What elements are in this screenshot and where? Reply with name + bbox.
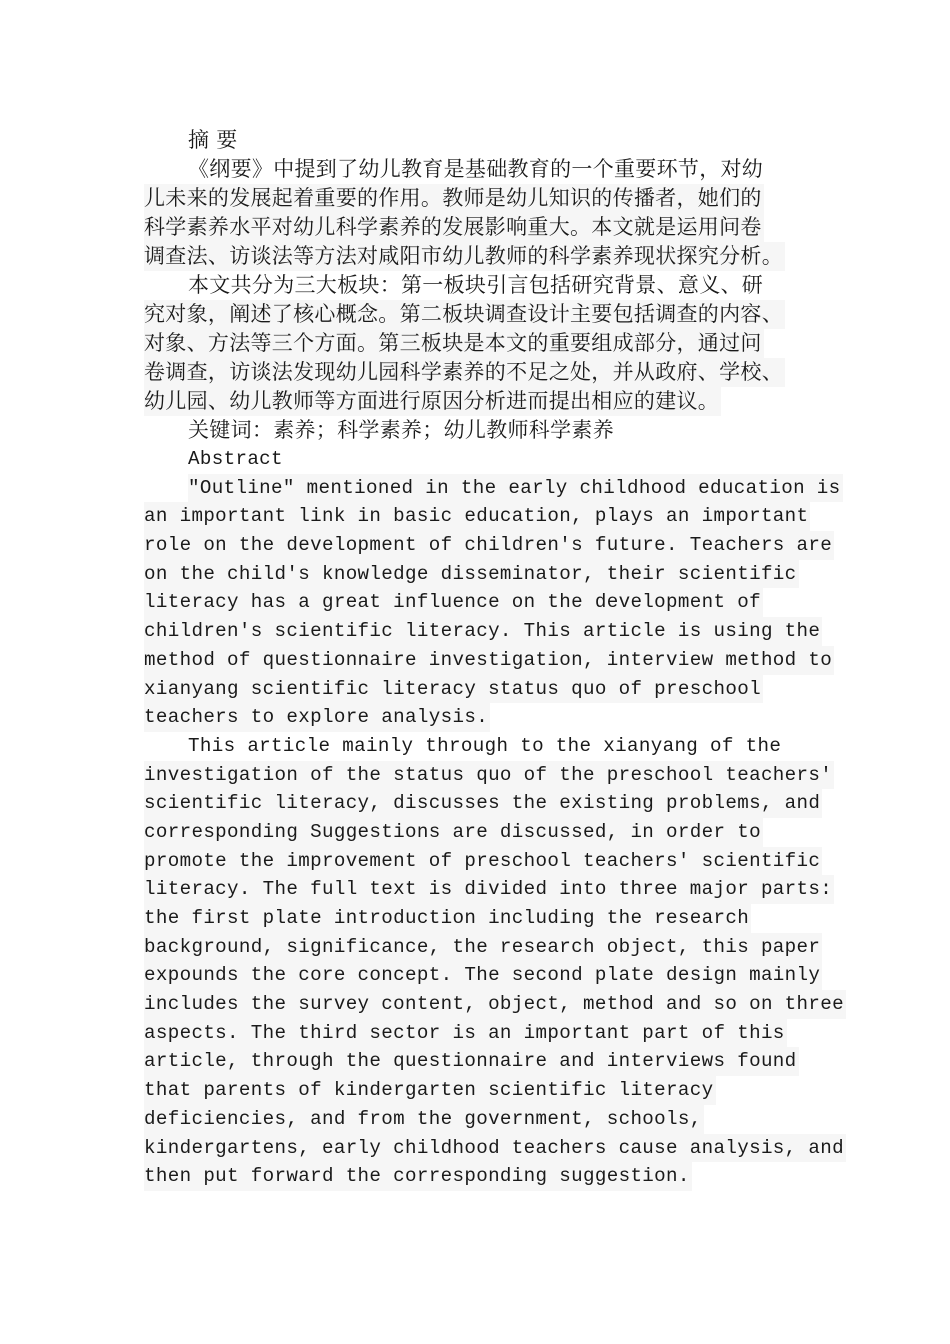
text-line [144, 560, 824, 589]
text-line [144, 789, 824, 818]
highlighted-text: kindergartens, early childhood teachers cause analysis, and [144, 1134, 846, 1163]
highlighted-text: that parents of kindergarten scientific literacy [144, 1076, 716, 1105]
highlighted-text: deficiencies, and from the government, schools, [144, 1105, 704, 1134]
text-line [144, 242, 824, 271]
english-abstract-paragraph-2 [144, 732, 844, 1191]
chinese-abstract [144, 126, 824, 445]
text-line [144, 329, 824, 358]
highlighted-text: promote the improvement of preschool teachers' scientific [144, 847, 822, 876]
text-line [144, 1134, 844, 1163]
highlighted-text: 幼儿园、幼儿教师等方面进行原因分析进而提出相应的建议。 [144, 387, 721, 416]
text-line: 《纲要》中提到了幼儿教育是基础教育的一个重要环节，对幼 [188, 157, 764, 181]
text-line: This article mainly through to the xianyang of the [188, 734, 782, 757]
text-line [144, 1076, 824, 1105]
highlighted-text: 科学素养水平对幼儿科学素养的发展影响重大。本文就是运用问卷 [144, 213, 764, 242]
text-line [144, 847, 824, 876]
highlighted-text: "Outline" mentioned in the early childhood education is [188, 474, 843, 503]
text-line [144, 904, 824, 933]
highlighted-text: investigation of the status quo of the preschool teachers' [144, 761, 834, 790]
text-line [144, 818, 824, 847]
chinese-abstract-paragraph-2 [144, 271, 824, 416]
highlighted-text: literacy has a great influence on the development of [144, 588, 763, 617]
highlighted-text: 儿未来的发展起着重要的作用。教师是幼儿知识的传播者，她们的 [144, 184, 764, 213]
text-line [144, 387, 824, 416]
highlighted-text: xianyang scientific literacy status quo of preschool [144, 675, 763, 704]
highlighted-text: article, through the questionnaire and interviews found [144, 1047, 799, 1076]
text-line [144, 588, 824, 617]
english-abstract-paragraph-1 [144, 474, 841, 732]
text-line [144, 1162, 824, 1191]
text-line [144, 933, 824, 962]
text-line [144, 531, 833, 560]
highlighted-text: children's scientific literacy. This article is using the [144, 617, 822, 646]
text-line: 本文共分为三大板块：第一板块引言包括研究背景、意义、研 [188, 273, 764, 297]
highlighted-text: 对象、方法等三个方面。第三板块是本文的重要组成部分，通过问 [144, 329, 764, 358]
text-line [144, 875, 833, 904]
highlighted-text: role on the development of children's future. Teachers are [144, 531, 834, 560]
text-line [144, 300, 824, 329]
highlighted-text: 调查法、访谈法等方法对咸阳市幼儿教师的科学素养现状探究分析。 [144, 242, 785, 271]
text-line [144, 1019, 824, 1048]
english-abstract [144, 445, 844, 1191]
text-line [144, 502, 824, 531]
highlighted-text: 究对象，阐述了核心概念。第二板块调查设计主要包括调查的内容、 [144, 300, 785, 329]
highlighted-text: includes the survey content, object, method and so on three [144, 990, 846, 1019]
text-line [144, 358, 824, 387]
highlighted-text: scientific literacy, discusses the existing problems, and [144, 789, 822, 818]
text-line [144, 213, 824, 242]
highlighted-text: the first plate introduction including the research [144, 904, 751, 933]
text-line [144, 675, 824, 704]
highlighted-text: 卷调查，访谈法发现幼儿园科学素养的不足之处，并从政府、学校、 [144, 358, 785, 387]
highlighted-text: method of questionnaire investigation, interview method to [144, 646, 834, 675]
text-line [144, 184, 824, 213]
chinese-keywords: 关键词：素养；科学素养；幼儿教师科学素养 [188, 418, 614, 442]
english-abstract-heading: Abstract [188, 448, 283, 470]
text-line [144, 474, 841, 503]
text-line [144, 1047, 824, 1076]
chinese-abstract-paragraph-1 [144, 155, 824, 271]
text-line [144, 761, 833, 790]
highlighted-text: teachers to explore analysis. [144, 703, 490, 732]
highlighted-text: expounds the core concept. The second plate design mainly [144, 961, 822, 990]
text-line [144, 646, 833, 675]
highlighted-text: corresponding Suggestions are discussed, in order to [144, 818, 763, 847]
highlighted-text: literacy. The full text is divided into three major parts: [144, 875, 834, 904]
text-line [144, 703, 824, 732]
text-line [144, 1105, 824, 1134]
highlighted-text: then put forward the corresponding suggestion. [144, 1162, 692, 1191]
highlighted-text: background, significance, the research object, this paper [144, 933, 822, 962]
text-line [144, 990, 844, 1019]
text-line [144, 617, 824, 646]
highlighted-text: on the child's knowledge disseminator, their scientific [144, 560, 799, 589]
highlighted-text: aspects. The third sector is an important part of this [144, 1019, 787, 1048]
document-page [144, 126, 844, 1191]
highlighted-text: an important link in basic education, plays an important [144, 502, 810, 531]
chinese-abstract-heading: 摘 要 [188, 128, 238, 152]
text-line [144, 961, 824, 990]
